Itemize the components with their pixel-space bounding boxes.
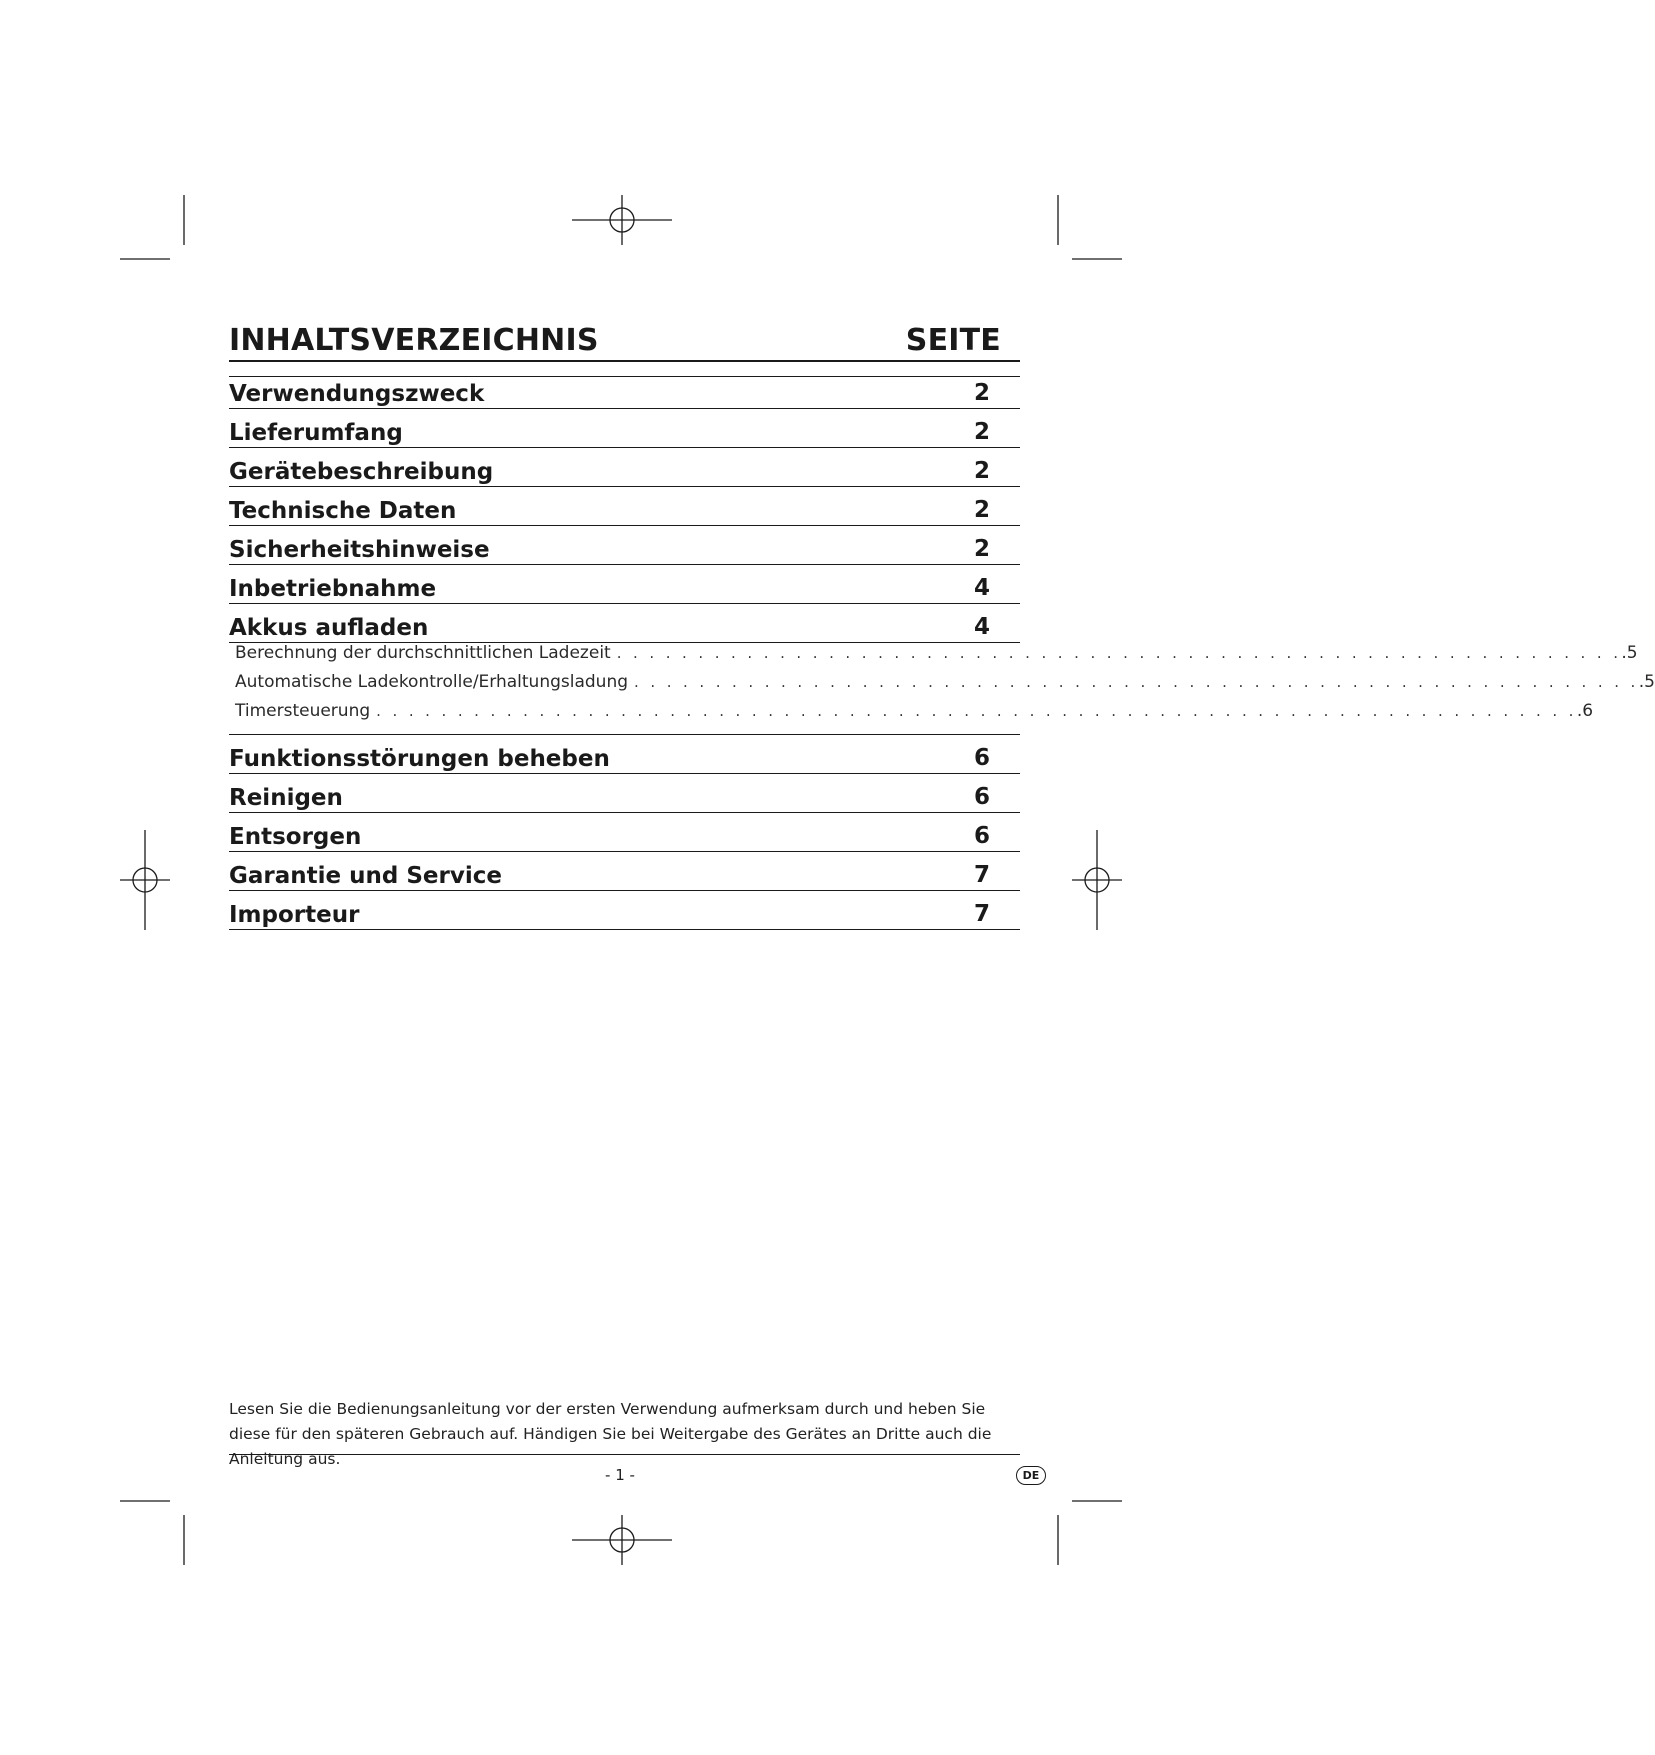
registration-mark-icon xyxy=(572,195,672,245)
reading-instruction-note: Lesen Sie die Bedienungsanleitung vor der ersten Verwendung aufmerksam durch und heben Sie diese für den späteren Gebrauch auf. Händigen Sie bei Weitergabe des Gerätes an Dritte auch die Anleitung aus. xyxy=(229,1400,992,1468)
dot-leader: . . . . . . . . . . . . . . . . . . . . . . . . . . . . . . . . . . . . . . . . . . . . . . . . . . . . . . . . . . . . . . . . . . . . . . . . . . xyxy=(376,702,1577,720)
toc-entry[interactable] xyxy=(229,611,1020,643)
toc-entry[interactable] xyxy=(229,898,1020,930)
toc-entry-title: Verwendungszweck xyxy=(229,380,485,407)
toc-entry-title: Funktionsstörungen beheben xyxy=(229,745,610,772)
toc-entry[interactable] xyxy=(229,572,1020,604)
dot-leader: . . . . . . . . . . . . . . . . . . . . . . . . . . . . . . . . . . . . . . . . . . . . . . . . . . . . . . . . . . . . . . xyxy=(616,644,1622,662)
toc-entry[interactable] xyxy=(229,859,1020,891)
language-badge: DE xyxy=(1016,1466,1046,1485)
table-of-contents xyxy=(229,318,1655,937)
toc-entry-title: Entsorgen xyxy=(229,823,362,850)
toc-entry-page: 6 xyxy=(973,783,990,810)
toc-page-column-header: SEITE xyxy=(905,323,1001,358)
toc-entry-page: 7 xyxy=(973,900,990,927)
toc-subentry-title: Automatische Ladekontrolle/Erhaltungsladung xyxy=(235,672,629,692)
toc-entry-title: Akkus aufladen xyxy=(229,614,429,641)
toc-entry-page: 2 xyxy=(973,535,990,562)
registration-mark-icon xyxy=(120,830,170,930)
toc-entry-title: Inbetriebnahme xyxy=(229,575,437,602)
toc-entry[interactable] xyxy=(229,781,1020,813)
toc-entry-page: 6 xyxy=(973,822,990,849)
toc-entry-title: Garantie und Service xyxy=(229,862,502,889)
toc-entry-title: Lieferumfang xyxy=(229,419,403,446)
toc-entry[interactable] xyxy=(229,455,1020,487)
toc-subentry-title: Timersteuerung xyxy=(235,701,371,721)
toc-entry-page: 4 xyxy=(973,613,990,640)
toc-subentry[interactable] xyxy=(229,701,1594,735)
toc-entry[interactable] xyxy=(229,416,1020,448)
toc-list xyxy=(229,376,1655,930)
toc-entry[interactable] xyxy=(229,494,1020,526)
toc-title: INHALTSVERZEICHNIS xyxy=(229,323,599,358)
toc-entry-page: 2 xyxy=(973,418,990,445)
toc-header xyxy=(229,318,1020,362)
toc-entry-page: 2 xyxy=(973,379,990,406)
dot-leader: . . . . . . . . . . . . . . . . . . . . . . . . . . . . . . . . . . . . . . . . . . . . . . . . . . . . . . . . . . . . . . xyxy=(634,673,1639,691)
toc-entry-title: Reinigen xyxy=(229,784,343,811)
page-number: - 1 - xyxy=(605,1466,635,1484)
toc-entry-page: 4 xyxy=(973,574,990,601)
toc-entry-page: 6 xyxy=(973,744,990,771)
registration-mark-icon xyxy=(572,1515,672,1565)
toc-subentry-page: .5 xyxy=(1621,643,1638,663)
toc-subentry-title: Berechnung der durchschnittlichen Ladezeit xyxy=(235,643,611,663)
toc-entry[interactable] xyxy=(229,742,1020,774)
toc-entry-title: Importeur xyxy=(229,901,360,928)
toc-subentry-page: .6 xyxy=(1576,701,1594,721)
toc-entry-title: Sicherheitshinweise xyxy=(229,536,490,563)
registration-mark-icon xyxy=(1072,830,1122,930)
toc-entry[interactable] xyxy=(229,533,1020,565)
footer-divider xyxy=(229,1454,1020,1455)
toc-entry-page: 2 xyxy=(973,457,990,484)
toc-entry-page: 2 xyxy=(973,496,990,523)
toc-entry-title: Technische Daten xyxy=(229,497,457,524)
toc-entry[interactable] xyxy=(229,820,1020,852)
toc-entry-page: 7 xyxy=(973,861,990,888)
toc-entry-title: Gerätebeschreibung xyxy=(229,458,494,485)
toc-subentry-page: .5 xyxy=(1638,672,1655,692)
toc-entry[interactable] xyxy=(229,377,1020,409)
